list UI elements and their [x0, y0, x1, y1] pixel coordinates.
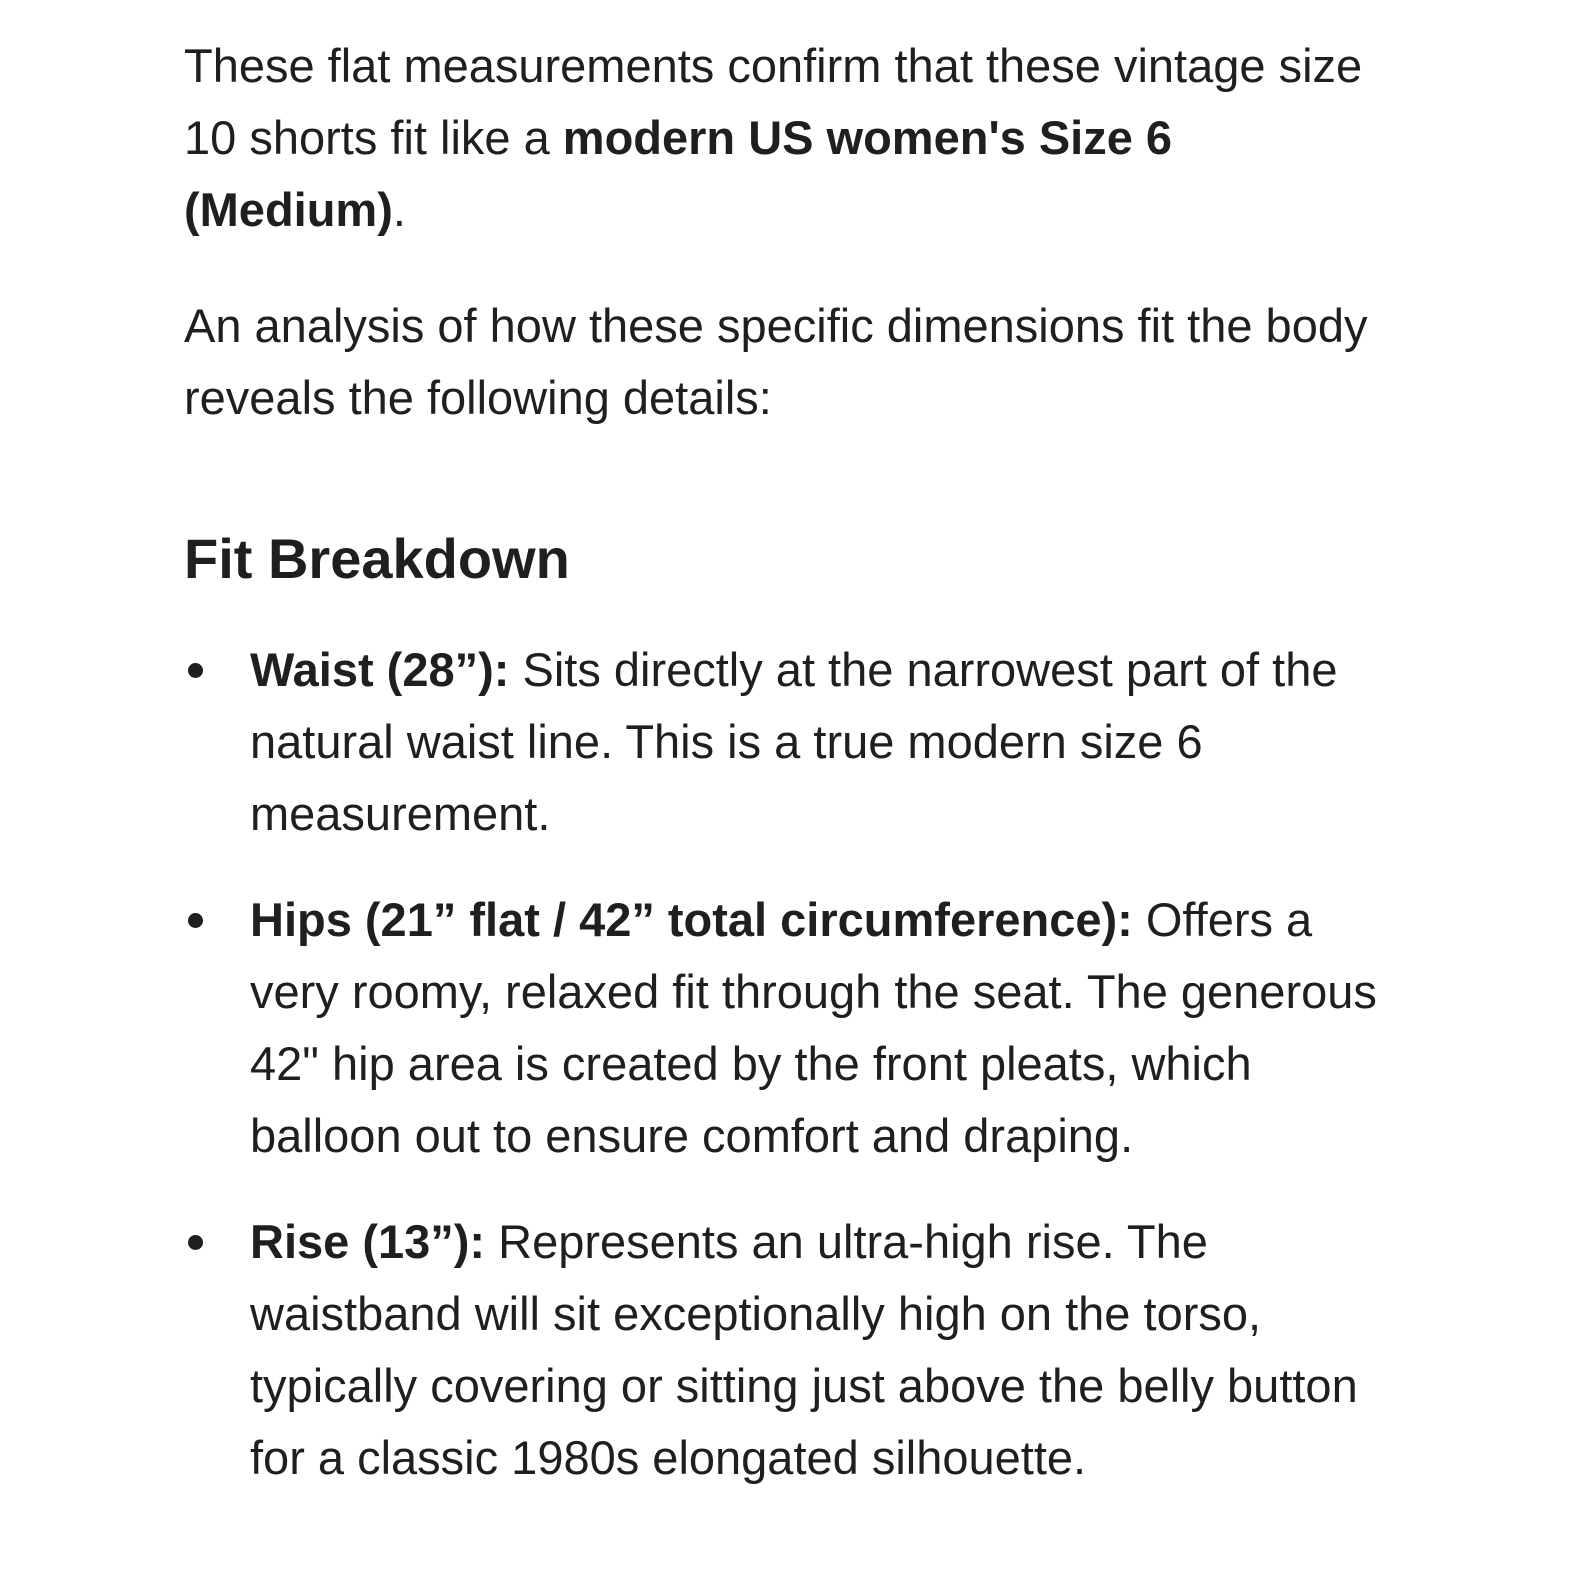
item-label: Rise (13”): [250, 1215, 486, 1268]
item-text: Offers a very roomy, relaxed fit through the seat. The generous 42" hip area is created by the front pleats, which balloon out to ensure comfort and draping. [250, 893, 1377, 1162]
bullet-icon [188, 913, 203, 928]
item-label: Hips (21” flat / 42” total circumference): [250, 893, 1133, 946]
bullet-icon [188, 1235, 203, 1250]
item-text: Sits directly at the narrowest part of the natural waist line. This is a true modern size 6 measurement. [250, 643, 1338, 840]
list-item [184, 1206, 1384, 1494]
bullet-icon [188, 663, 203, 678]
fit-breakdown-list [184, 634, 1384, 1494]
size-highlight: modern US women's Size 6 (Medium) [184, 111, 1173, 236]
list-item [184, 884, 1384, 1172]
item-text: Represents an ultra-high rise. The waistband will sit exceptionally high on the torso, typically covering or sitting just above the belly button for a classic 1980s elongated silhouette. [250, 1215, 1358, 1484]
intro-text-start: These flat measurements confirm that these vintage size 10 shorts fit like a [184, 39, 1363, 164]
intro-paragraph [184, 30, 1384, 246]
item-label: Waist (28”): [250, 643, 510, 696]
analysis-paragraph: An analysis of how these specific dimensions fit the body reveals the following details: [184, 299, 1368, 424]
response-content [184, 30, 1384, 1528]
section-heading: Fit Breakdown [184, 527, 570, 590]
list-item [184, 634, 1384, 850]
intro-text-end: . [392, 183, 406, 236]
